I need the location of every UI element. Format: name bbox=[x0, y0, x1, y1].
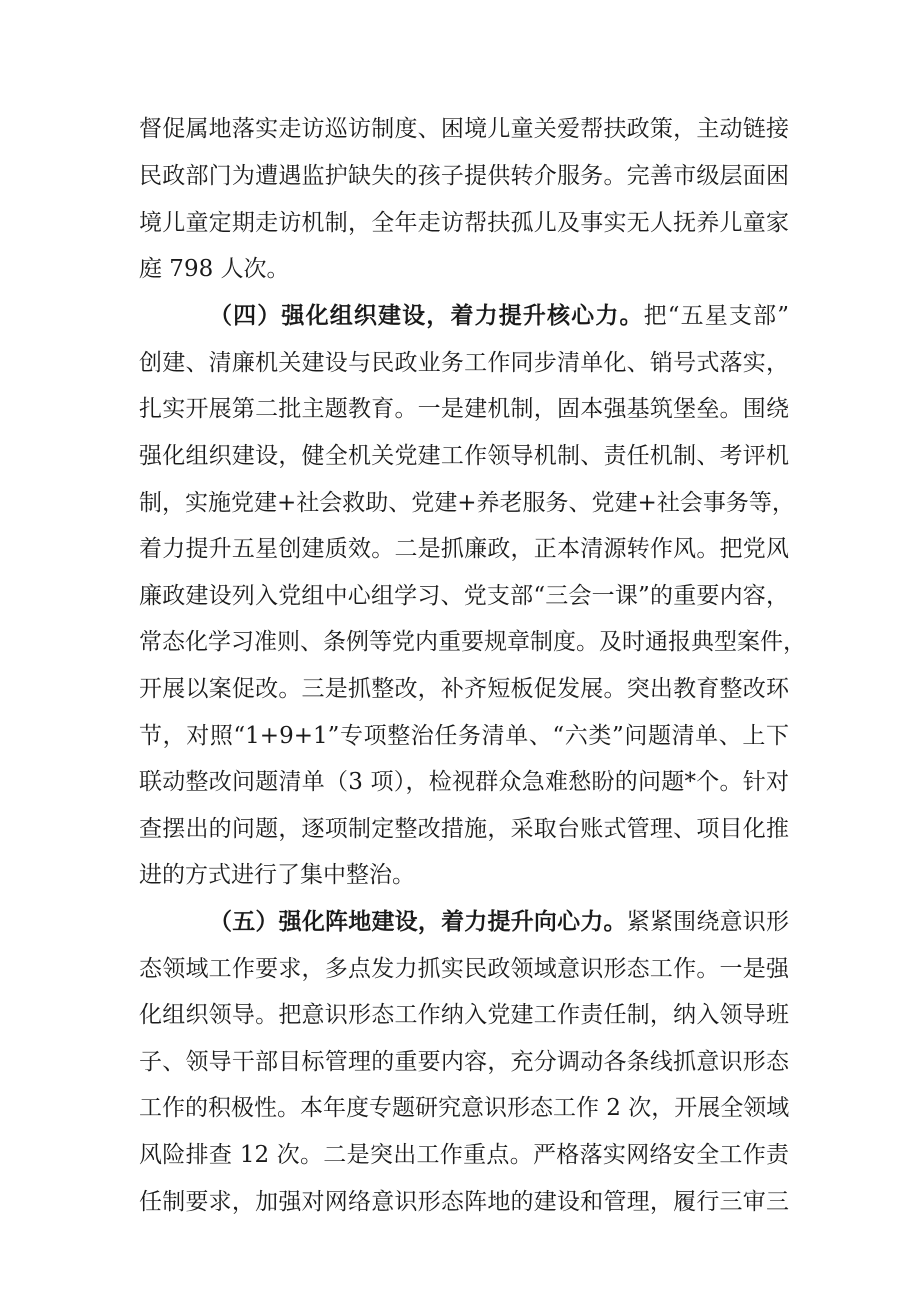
section-four-line bbox=[209, 293, 789, 339]
text-line: 任制要求，加强对网络意识形态阵地的建设和管理，履行三审三 bbox=[139, 1189, 789, 1215]
text-line: 督促属地落实走访巡访制度、困境儿童关爱帮扶政策，主动链接 bbox=[139, 116, 789, 142]
text-line: 境儿童定期走访机制，全年走访帮扶孤儿及事实无人抚养儿童家 bbox=[139, 210, 789, 236]
text-line: 进的方式进行了集中整治。 bbox=[139, 862, 415, 888]
text-line: 民政部门为遭遇监护缺失的孩子提供转介服务。完善市级层面困 bbox=[139, 163, 789, 189]
text-line: 廉政建设列入党组中心组学习、党支部“三会一课”的重要内容， bbox=[139, 583, 789, 609]
section-four-lead-text: 把“五星支部” bbox=[643, 303, 789, 329]
text-line: 风险排查 12 次。二是突出工作重点。严格落实网络安全工作责 bbox=[139, 1142, 789, 1168]
text-line: 联动整改问题清单（3 项），检视群众急难愁盼的问题*个。针对 bbox=[139, 769, 789, 795]
text-line: 工作的积极性。本年度专题研究意识形态工作 2 次，开展全领域 bbox=[139, 1095, 790, 1121]
text-line: 节，对照“1+9+1”专项整治任务清单、“六类”问题清单、上下 bbox=[139, 723, 789, 749]
section-five-heading: （五）强化阵地建设，着力提升向心力。 bbox=[209, 908, 627, 935]
text-line: 态领域工作要求，多点发力抓实民政领域意识形态工作。一是强 bbox=[139, 956, 789, 982]
text-line: 开展以案促改。三是抓整改，补齐短板促发展。突出教育整改环 bbox=[139, 676, 789, 702]
text-line: 制，实施党建+社会救助、党建+养老服务、党建+社会事务等， bbox=[139, 490, 795, 516]
text-line: 扎实开展第二批主题教育。一是建机制，固本强基筑堡垒。围绕 bbox=[139, 396, 789, 422]
text-line: 创建、清廉机关建设与民政业务工作同步清单化、销号式落实， bbox=[139, 350, 789, 376]
text-line: 强化组织建设，健全机关党建工作领导机制、责任机制、考评机 bbox=[139, 443, 789, 469]
text-line: 子、领导干部目标管理的重要内容，充分调动各条线抓意识形态 bbox=[139, 1049, 789, 1075]
text-line: 庭 798 人次。 bbox=[139, 256, 290, 282]
section-four-heading: （四）强化组织建设，着力提升核心力。 bbox=[209, 302, 644, 329]
text-line: 常态化学习准则、条例等党内重要规章制度。及时通报典型案件， bbox=[139, 629, 806, 655]
text-line: 着力提升五星创建质效。二是抓廉政，正本清源转作风。把党风 bbox=[139, 536, 789, 562]
text-line: 化组织领导。把意识形态工作纳入党建工作责任制，纳入领导班 bbox=[139, 1002, 789, 1028]
section-five-lead-text: 紧紧围绕意识形 bbox=[626, 909, 790, 935]
section-five-line bbox=[209, 899, 789, 945]
text-line: 查摆出的问题，逐项制定整改措施，采取台账式管理、项目化推 bbox=[139, 816, 789, 842]
